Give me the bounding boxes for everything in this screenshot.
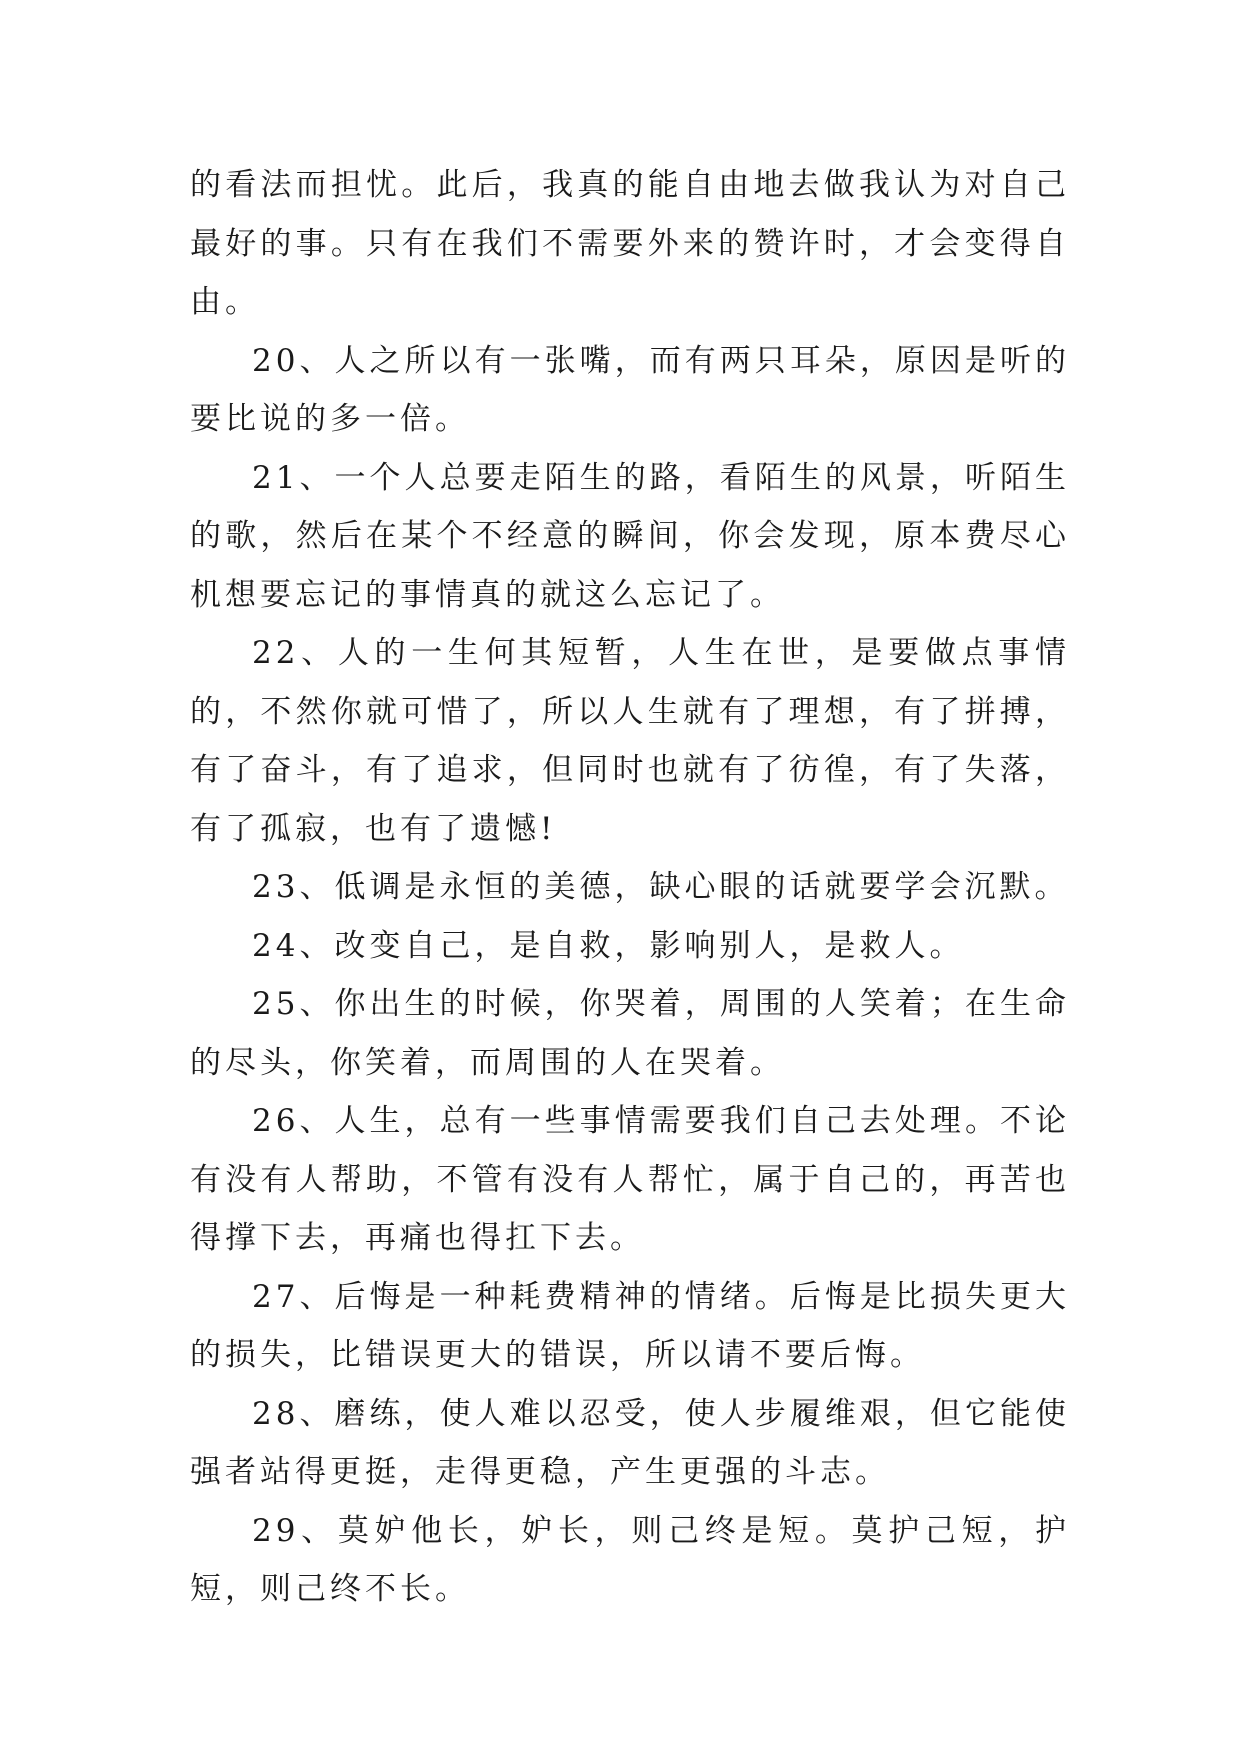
paragraph-quote-20: 20、人之所以有一张嘴，而有两只耳朵，原因是听的要比说的多一倍。 [190,342,1070,437]
document-body [190,156,1070,1619]
paragraph-quote-24: 24、改变自己，是自救，影响别人，是救人。 [252,927,965,964]
paragraph-quote-23: 23、低调是永恒的美德，缺心眼的话就要学会沉默。 [252,869,1070,905]
paragraph-quote-22: 22、人的一生何其短暂，人生在世，是要做点事情的，不然你就可惜了，所以人生就有了理想，有了拼搏，有了奋斗，有了追求，但同时也就有了彷徨，有了失落，有了孤寂，也有了遗憾! [190,635,1070,847]
paragraph-quote-21: 21、一个人总要走陌生的路，看陌生的风景，听陌生的歌，然后在某个不经意的瞬间，你会发现，原本费尽心机想要忘记的事情真的就这么忘记了。 [190,459,1070,613]
paragraph-quote-29: 29、莫妒他长，妒长，则己终是短。莫护己短，护短，则己终不长。 [190,1512,1070,1607]
paragraph-quote-27: 27、后悔是一种耗费精神的情绪。后悔是比损失更大的损失，比错误更大的错误，所以请不要后悔。 [190,1278,1070,1373]
paragraph-continuation: 的看法而担忧。此后，我真的能自由地去做我认为对自己最好的事。只有在我们不需要外来的赞许时，才会变得自由。 [190,167,1070,320]
paragraph-quote-28: 28、磨练，使人难以忍受，使人步履维艰，但它能使强者站得更挺，走得更稳，产生更强的斗志。 [190,1395,1070,1490]
paragraph-quote-26: 26、人生，总有一些事情需要我们自己去处理。不论有没有人帮助，不管有没有人帮忙，属于自己的，再苦也得撑下去，再痛也得扛下去。 [190,1103,1070,1256]
paragraph-quote-25: 25、你出生的时候，你哭着，周围的人笑着；在生命的尽头，你笑着，而周围的人在哭着。 [190,986,1070,1081]
